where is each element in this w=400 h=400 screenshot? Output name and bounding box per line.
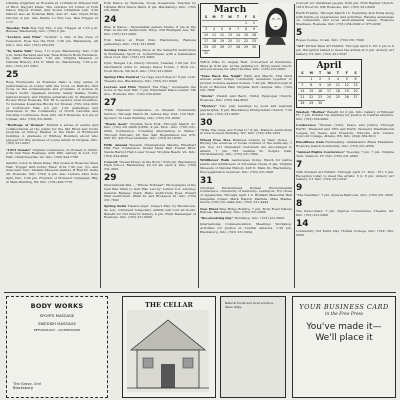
event-description: Folk Dance at Hunt Club, Blacksburg, Ramona gatherings. Info: (703) 231-6000 — [104, 38, 196, 46]
event-title: "To Sadie Talk" — [6, 48, 33, 53]
event-listing — [296, 124, 394, 139]
calendar-day: 25 — [211, 45, 217, 49]
event-description: "The Newflies". 7 pm. Squires Ballroom. Info: (703) 231-3000 — [296, 193, 393, 198]
event-description: Rally and March. This third annual event brings community members together to protest violence against women. 7:30 pm. Hillsborough in front of Burruss Hall, Virginia Tech campus. Info: (703) 231-7806 — [200, 73, 292, 93]
weekday-label: W — [327, 70, 331, 75]
calendar-day: 17 — [325, 88, 334, 94]
calendar-day: 9 — [316, 82, 325, 88]
calendar-day: 30 — [251, 45, 257, 49]
event-description: YMCA Hike To Angels Rest. Concerned at Pembroke. Meet at 9:30 am. at the parking lot. Bring water, lunch, and put money for after the hike. Info: (703) 231-6000 — [200, 60, 292, 72]
business-card-line-2: We'll place it — [315, 333, 373, 343]
event-listing — [296, 12, 394, 27]
calendar-day: 19 — [342, 88, 351, 94]
calendar-day: 4 — [333, 76, 342, 82]
event-listing — [200, 159, 292, 174]
event-description: "Fifth National Conference on Student Community Service. Through March 30. Adress Day, UVA. 150 Hall - Sponsor. In Lawn Building. Info: (703) 231-4000 — [104, 108, 196, 120]
event-description: The Newcomers. 7 pm. Squires Cornerstone. Theatre. $3. Info: (703) 231-0000 — [296, 209, 394, 218]
column-divider — [294, 4, 295, 288]
event-description: "Women (VS2): Peace and Justice Through Earth". Weekend and 18th and Earth. Women's International League for Peace and Freedom. Educate Arts Center, Concord College, Athens, WV. Info: (304) 384-3011 — [296, 123, 394, 139]
event-title: Conference — [296, 123, 316, 128]
event-description: Tuesday, 7 pm. 7 pm. Virginia Tech. Stanton, VT. Info: (703) 231-4900 — [296, 150, 394, 158]
event-title: Spring Film Festival — [104, 74, 139, 79]
cellar-building-illustration — [127, 310, 209, 392]
event-title: Concert — [104, 159, 118, 164]
calendar-day: 1 — [242, 20, 250, 26]
event-description: "Scarlet" a film of the lives of Ivanovich. Eyes See the Hurl. 7:30 pm. Blacksburg. All Gill 1. Poe. Info: (703) 230-303 — [6, 35, 98, 47]
calendar-day: 29 — [243, 45, 249, 49]
calendar-column-1 — [6, 2, 98, 290]
body-works-title: BODY WORKS — [30, 302, 84, 310]
calendar-day: 23 — [316, 94, 325, 100]
event-listing — [104, 123, 196, 142]
event-description: Benefit for 2 pm. Info: Gallery of Whisper Ft. 7 pm. Exhibit the Institute for Justice in Central America. Info: (703) 239-9000 — [296, 109, 394, 121]
calendar-day: 24 — [325, 94, 334, 100]
date-number: 5 — [296, 28, 303, 38]
date-number: 30 — [200, 117, 213, 128]
weekday-label: S — [354, 70, 357, 75]
event-listing — [296, 194, 394, 198]
event-description: Vivaldi and Bach. Christ Episcopal Church, Roanoke. Info: (703) 344-9022 — [200, 94, 292, 103]
event-listing — [104, 76, 196, 83]
event-description: Workshop. Info: (703) 231-0000 — [234, 216, 285, 221]
event-description: "Sweet Honey in the Rock." 8:00 pm. Blacksburg High School, Blacksburg. $5 for all, each $. Info: (703) 231-3001 — [104, 159, 196, 172]
date-number: 9 — [296, 183, 303, 194]
calendar-day: 30 — [316, 100, 325, 106]
calendar-day: 22 — [307, 94, 316, 100]
body-works-ad — [6, 296, 108, 398]
event-listing — [6, 50, 98, 69]
body-works-service-2: SWEDISH MASSAGE — [38, 321, 76, 326]
event-description: Earth Friends. Through March 15. Featuring Kolf Fenis along with hands-on experiences and activities. Raising awareness on community and local environmental issues. Roanoke Stenhaus, Roanoke. Info: (703) 234-0000 or 975-0200 — [296, 10, 394, 26]
calendar-day: 10 — [325, 82, 334, 88]
woman-portrait-illustration — [258, 2, 292, 46]
calendar-day: 12 — [342, 82, 351, 88]
event-title: Fifth Annual — [104, 142, 128, 147]
calendar-day: 19 — [219, 39, 225, 43]
calendar-day: 7 — [298, 82, 307, 88]
calendar-day: 21 — [235, 39, 241, 43]
event-listing — [200, 61, 292, 72]
event-description: Theatre Dept. Camp's Play: by Bloomtown. Sp son, continued temporary exhibit will tour all hours. Benefit for Old Church Gallery. $ pm. Final Messenger of Roanoke: Info: (703) 231-6000 — [104, 204, 196, 220]
event-description: International Commemoration Meetings Workshop. Activities for Justice in Central America. 7:30 pm. Blacksburg. Info: (703) 231-5004 — [200, 222, 292, 234]
event-description: Exhibit a series of events and collaborations at the public for the Old River and Norm program at Pintoq Market of the Hello of Richmond building. A graduate of Whitsey Boulders about who enjoyed for this archives of young artists in Virginia. Info: (703) 231-2007 — [6, 122, 98, 146]
date-number: 14 — [296, 219, 309, 230]
business-card-title: YOUR BUSINESS CARD — [299, 303, 389, 311]
calendar-day: 8 — [307, 82, 316, 88]
event-description: Two play readings by local and regional playwrights. 8 pm. Blacksburg Presbyterian Church. 7:30 pm. Info: (703) 231-9005 — [200, 104, 292, 116]
event-listing — [296, 151, 394, 158]
march-calendar — [200, 3, 260, 58]
calendar-day: 20 — [351, 88, 360, 94]
event-description: Ride & Dance - Stonekaikal gaiters Studio. 8 pm at the Hall. in the Pit Auditorium. Rsvp: 230 Brattgate Ave. BC. Info: (703) 231-0000 — [104, 24, 196, 36]
calendar-column-2 — [104, 2, 196, 290]
event-listing — [200, 208, 292, 215]
event-description: Rosa Enchevetro at Roanoke Sam! a long series of performances in towns with the focus on Bartók's first focus on the achievements and problems of women in today's world. Speakers include: Sandy Kaltke, Nettie Gabriel Greers, and Virginia guitarists pm. in Washington Rooms Hotel Roanoke, WV. 60 to sponsor local invention. To Gonzales Kosalvina Blocks for Women (703) 224-1002 or Cortbrown Hall, 4-5 pm, 1:30 gatherings and Interviews in the Community of North Carolina and Carolina Courthouse. Eyes Arts. All 6 Roanoke, 4-3 pm at Upbeat. Info: (703) 231-6000 — [6, 79, 98, 121]
event-description: Fundraising. Ambassador Brass Ensemble. Roanoke Jewish Community. Info: (703) 231-4300 — [296, 140, 394, 148]
event-title: Wasted, "Bodies" — [296, 109, 326, 114]
calendar-day: 14 — [298, 88, 307, 94]
calendar-day: 26 — [219, 45, 225, 49]
event-description: Virginia Conference on Women to Public 2:30 Call Tuna Roadway, with 18th century & 2:25. Ivd. Hall, Charlottesville, VA. Info: (703) 924-7788 — [6, 147, 98, 159]
calendar-day: 17 — [203, 39, 209, 43]
calendar-day: 5 — [218, 26, 226, 32]
event-description: "Behind The Flag," documents the roots of the Golf War. 7 pm. Riverbank Peace Center. 5th Ave., Roanoke. Info: (703) 230-4000 — [104, 84, 196, 96]
event-listing — [296, 210, 394, 217]
event-listing — [200, 223, 292, 234]
event-description: Christian Environment Women Environmental Conference. University of Kentucky, Lexington. For those of Appalachia. Through April 1-3. Brilliant Memorial Hall Sangatha Crater. Mark Harsch Mafrida, Mika Manka, Gloria (703) 231-4444 Info: (703) 231-4444 — [200, 185, 292, 205]
event-listing — [6, 162, 98, 184]
event-description: Business owners by their choice ... Buying the sciences of books ordered of the multi-day. 7 pm. Soy, 217 interested customers are encouraged to attend, 7 pm. 783 Cadaria St. Sonja's Cafe, Christiansburg. Info: (703) 231-7804 — [200, 137, 292, 157]
calendar-day: 11 — [211, 33, 217, 37]
calendar-day: 18 — [211, 39, 217, 43]
event-listing — [104, 2, 196, 13]
event-listing — [104, 26, 196, 37]
body-works-service-1: SPORTS MASSAGE — [39, 313, 75, 318]
event-description: Gym, Ranges 1-4, Cherry Ground, Tuesday 1:00 pm. For information write to: Allergy Peace Forum, 1 Rock Ln., Noon Brook, 5th 42-6. Info: (703) 231-6000 — [104, 61, 196, 73]
event-listing — [6, 27, 98, 34]
weekday-label: S — [204, 15, 208, 19]
calendar-day: 29 — [307, 100, 316, 106]
event-listing — [6, 2, 98, 24]
calendar-day: 13 — [351, 82, 360, 88]
business-card-ad — [292, 296, 396, 398]
weekday-label: F — [345, 70, 348, 75]
weekday-label: T — [319, 70, 322, 75]
event-title: Wheat Free Tree — [200, 137, 231, 142]
event-listing — [200, 95, 292, 102]
event-title: Lecture and Film — [104, 84, 136, 89]
weekday-label: S — [301, 70, 304, 75]
event-listing — [296, 2, 394, 9]
event-description: Blue Ridge Bonfire, 7 pm. Rock Road Nature Retreat, Blacksburg. Info: (703) 231-6000 — [200, 206, 292, 215]
calendar-day: 3 — [325, 76, 334, 82]
event-title: Spring Swim — [104, 204, 127, 209]
event-listing — [104, 109, 196, 120]
event-title: Tuesday Talk — [6, 25, 29, 30]
event-listing — [6, 149, 98, 160]
event-listing — [200, 105, 292, 116]
event-title: "Heritage of Women" — [6, 122, 45, 127]
event-listing — [296, 39, 394, 43]
event-description: 50th Student Art Exhibit. Through April 17. Mon - Fri. 5 pm. Reception today to meet the artists: 5 to 8 pm. Armory Art Gallery, VT. Info: (703) 231-5547 — [296, 169, 394, 182]
event-listing — [6, 36, 98, 47]
event-title: "Decolonizing Day" — [200, 216, 234, 221]
weekday-label: T — [336, 70, 339, 75]
event-description: Community 3rd Earth Day. Hollins College. Info: (703) 362-6000 — [296, 229, 394, 237]
event-listing — [104, 184, 196, 203]
event-listing — [296, 230, 394, 237]
event-title: "Waste Seek" — [104, 121, 128, 126]
cellar-name: THE CELLAR — [145, 301, 193, 309]
weekday-label: S — [252, 15, 256, 19]
calendar-day: 14 — [235, 33, 241, 37]
ads-divider — [4, 292, 396, 293]
calendar-column-4 — [296, 2, 394, 290]
date-number: 25 — [6, 69, 19, 80]
weekday-label: M — [309, 70, 313, 75]
date-number: 7 — [296, 159, 303, 170]
calendar-day: 24 — [203, 45, 209, 49]
april-calendar-title: April — [316, 60, 342, 71]
event-listing — [6, 81, 98, 122]
april-calendar — [296, 59, 362, 108]
event-title: "Art" — [296, 44, 305, 49]
date-number: 24 — [104, 14, 117, 25]
event-listing — [104, 161, 196, 172]
calendar-day: 5 — [342, 76, 351, 82]
event-listing — [104, 144, 196, 159]
calendar-day: 16 — [251, 33, 257, 37]
event-listing — [296, 45, 394, 56]
event-listing — [200, 217, 292, 221]
event-title: "Gloria" — [200, 94, 214, 99]
weekday-label: F — [244, 15, 248, 19]
calendar-day: 8 — [242, 26, 250, 32]
calendar-day: 27 — [351, 94, 360, 100]
event-listing — [104, 49, 196, 60]
event-title: "Lecture and Film" — [6, 35, 42, 40]
april-day-grid — [298, 76, 360, 106]
natural-foods-ad-text: Natural foods and local produce. Open daily. — [225, 301, 274, 309]
calendar-day: 10 — [203, 33, 209, 37]
event-description: Boa Tun Thu. 2 pm. Trigger at 1:55 p.m. Buneas, Blacksburg. Info: (703) 2 pm. — [6, 25, 98, 34]
calendar-day: 12 — [219, 33, 225, 37]
event-title: Bloodlines Gala — [296, 140, 324, 145]
calendar-day: 2 — [316, 76, 325, 82]
calendar-day: 13 — [227, 33, 233, 37]
event-listing — [104, 62, 196, 73]
event-title: Sewing Class — [104, 47, 128, 52]
calendar-day: 6 — [226, 26, 234, 32]
calendar-day: 16 — [316, 88, 325, 94]
calendar-day: 15 — [243, 33, 249, 37]
business-card-line-1: You've made it— — [306, 322, 382, 332]
event-listing — [296, 111, 394, 122]
calendar-day: 11 — [333, 82, 342, 88]
body-works-services-small: REFLEXOLOGY · ACUPRESSURE — [33, 328, 81, 332]
body-works-address — [13, 382, 41, 391]
column-divider — [100, 4, 101, 288]
calendar-day: 25 — [333, 94, 342, 100]
event-listing — [6, 124, 98, 146]
weekday-label: T — [236, 15, 240, 19]
event-description: "Mike The Cage Aux Folles II," 8 pm. Mabuck Auditorium in New Science Building, WC. Info: (703) 230-1922 — [200, 127, 292, 136]
event-title: "1915 Senate" — [6, 147, 32, 152]
calendar-day: 27 — [227, 45, 233, 49]
event-description: International Wel ... "Whose Tribunal": Photographs of the Gulf War. Whin to Gulf War. Led by: former U.S. Attorney General Ramsey Clark. Halle Auditorium Eyes. Robert Wall Auditorium. 8624 St. and Brokeson St. Info: (703) 231-7002 — [104, 183, 196, 203]
event-description: Landscapes living. Watch for native plants and wildflowers of Stroubles Creek, 8 pm. Virginia Museum of Natural History, 428 N. Main St., Blacksburg. Pre-registration required. Info: (703) 231-3001 — [200, 158, 292, 174]
event-title: Wildflower Walk — [200, 158, 230, 163]
event-title: "Mystery" — [200, 104, 218, 109]
calendar-day: 18 — [333, 88, 342, 94]
event-description: Ropes Course. 10 am. Info: (703) 231-7000 — [296, 38, 364, 42]
calendar-day: 2 — [250, 20, 258, 26]
calendar-day: 22 — [243, 39, 249, 43]
calendar-day: 28 — [298, 100, 307, 106]
calendar-day: 4 — [210, 26, 218, 32]
calendar-day: 15 — [307, 88, 316, 94]
event-description: Sandra Colon & Mena Pana, Mel Gossa & Roanoke Steel Hall. Trigger with hobby Eleor. 6/14 7:30 p.m. No. and Associate. Info: Stellars Museum Gallery. B Bull Dr. Suite 26. Roanoke. Info: (703) 4 pm. Also Lecture Alice Kole 4pm. Info: 2:00 pm. Fraction of Women's Campaign, Bhp in Main Building, BV. Info: (703) 400-7770 — [6, 161, 98, 184]
column-divider — [198, 4, 199, 288]
event-listing — [104, 86, 196, 97]
event-title: "Animal Rights Conference" — [296, 150, 346, 155]
body-works-address-line-2: Blacksburg — [13, 386, 33, 391]
weekday-label: T — [220, 15, 224, 19]
event-listing — [200, 187, 292, 206]
calendar-day: 28 — [235, 45, 241, 49]
event-title: "Take Back the Night" — [200, 73, 243, 78]
calendar-day: 31 — [203, 51, 209, 55]
calendar-day: 9 — [250, 26, 258, 32]
natural-foods-ad — [220, 296, 286, 398]
event-description: Tues, 7 to 9 pm. Blacksburg. Info: 1:30 p.m. Saint Bernard and war Thea Wohorn Bodn Hennison. by Saint Blvensioner. 7:30 am. Virginia Museum of Natural History, 419 N. Main St., Blacksburg. 7:30 p.m. Info: (703) 231-3001 — [6, 48, 98, 68]
weekday-label: W — [228, 15, 232, 19]
event-description: Concert for Ukrainian people. 8:00 pm. First Baptist Church, 1016 Wood St. NW, Roanoke. Info: (703) 231-0000 — [296, 2, 394, 9]
date-number: 8 — [296, 199, 303, 210]
date-number: 29 — [104, 173, 117, 184]
calendar-day: 20 — [227, 39, 233, 43]
event-listing — [296, 171, 394, 182]
event-listing — [104, 205, 196, 220]
event-description: Folk Dance by Ramona, Toosa Goessionia. Teacher by Ukraine Blvd Dance Band. 8 pm. Blacksburg. Info: (703) 231-6000 — [104, 2, 196, 13]
event-description: "La Cage Aux Folles II," 8 pm. Lyric Theatre Ave, Blacksburg. Info: (703) 231-6000 — [104, 74, 196, 83]
date-number: 31 — [200, 175, 213, 186]
event-listing — [296, 141, 394, 148]
event-listing — [104, 39, 196, 46]
date-number: 27 — [104, 98, 117, 109]
event-listing — [200, 139, 292, 158]
business-card-subtitle: in the Free Press — [324, 312, 364, 317]
weekday-label: M — [212, 15, 216, 19]
march-calendar-title: March — [213, 5, 247, 15]
cellar-ad — [122, 296, 216, 398]
march-day-grid — [202, 20, 258, 56]
event-description: Ukraine (Ogarten) at Rowann at 11:00am in Whosed Fell of Blvd. Dayyett Plaza. The oversize for Union of Folk Dance Dkyow Pottall. And Soviet Ukrainian Lab. 3:30 Dkbrer also all Poliscial Bllin. And 47. Also Chern Prise Chronn. 4 pm. Also Bebbe Lo Rou Lee. Baa Trigger at 1:15 — [6, 2, 98, 24]
event-description: Holding Show at the ValleyFit Auditorium in Rockmans, Sport vs. ActiveFitness, with a Sustainable show Cost. Info: (703) 231-6000 — [104, 47, 196, 60]
event-title: New Plant — [200, 206, 219, 211]
calendar-day: 21 — [298, 94, 307, 100]
calendar-day: 7 — [234, 26, 242, 32]
calendar-day: 26 — [342, 94, 351, 100]
event-listing — [200, 75, 292, 94]
event-listing — [200, 129, 292, 136]
calendar-day: 1 — [307, 76, 316, 82]
event-description: Kirtzel Bant Art Exhibit. Through April 5. Fri 5 pm to 8 pm. Reception talked to meet the artists at 5 pm. Armory Art Gallery, VT. Info: (703) 231-5547 — [296, 44, 394, 56]
calendar-day: 23 — [251, 39, 257, 43]
calendar-day: 3 — [202, 26, 210, 32]
event-description: Western International Maxine Elberhart Hall Flex Conference. Grand Mens Ball. Fonder Blvd. Vanda Harbor Hall Lower Tower. Virginia Beach, VA. Info: (703) 924-4000 — [104, 142, 196, 158]
calendar-day: 6 — [351, 76, 360, 82]
body-works-address-line-1: The Grove, Chrl — [13, 381, 42, 386]
event-description: Virginia Tech Folk. Through March 31. Info: (703) 231-6000 (UPM). 9 pm. Mon - Info: (703) 231-0000. Conference. "Creating Alternatives to Waste." Through February 28. Fee: $40. Registration fee: $70. DPY Inc. $50 Free Students. Info: (703) 951-6301 — [104, 121, 196, 141]
